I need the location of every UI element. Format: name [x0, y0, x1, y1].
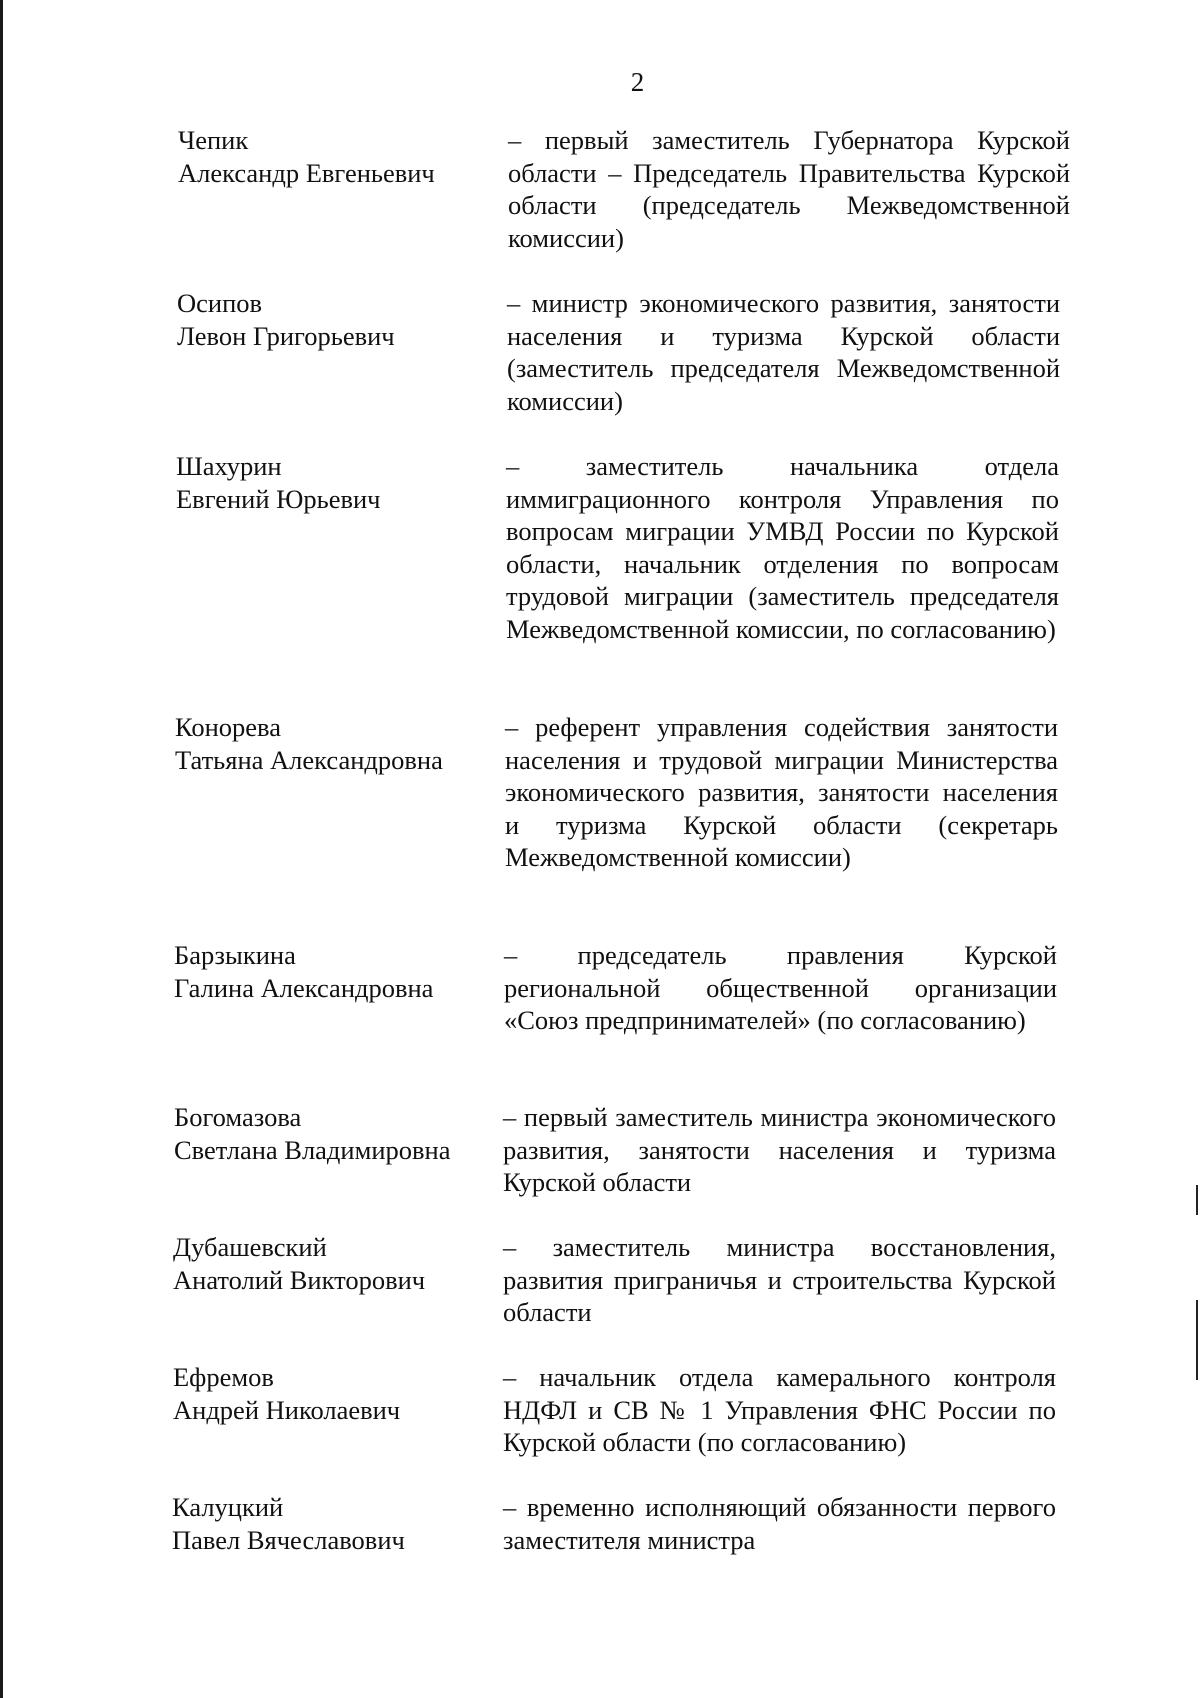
member-given-names: Анатолий Викторович: [173, 1264, 426, 1295]
member-name: [178, 124, 435, 189]
member-given-names: Левон Григорьевич: [177, 320, 395, 351]
scan-mark: [1196, 1300, 1198, 1380]
member-given-names: Андрей Николаевич: [173, 1394, 401, 1425]
member-name: [177, 287, 395, 352]
member-role: – референт управления содействия занятости населения и трудовой миграции Министерства экономического развития, занятости населения и туризма Курской области (секретарь Межведомственной комиссии): [505, 712, 1058, 872]
member-name: [172, 1491, 405, 1556]
member-name: [174, 939, 433, 1004]
member-role: – временно исполняющий обязанности первого заместителя министра: [503, 1492, 1056, 1555]
member-surname: Дубашевский: [173, 1232, 327, 1262]
member-given-names: Светлана Владимировна: [174, 1134, 451, 1165]
member-surname: Шахурин: [176, 451, 282, 481]
member-role: – заместитель начальника отдела иммиграционного контроля Управления по вопросам миграции УМВД России по Курской области, начальник отделения по вопросам трудовой миграции (заместитель председателя Межведомственной комиссии, по согласованию): [506, 451, 1059, 644]
member-given-names: Александр Евгеньевич: [178, 157, 435, 188]
page-number: 2: [630, 67, 645, 97]
member-surname: Барзыкина: [174, 940, 296, 970]
member-surname: Калуцкий: [172, 1492, 284, 1522]
member-surname: Осипов: [177, 288, 263, 318]
member-given-names: Татьяна Александровна: [175, 744, 443, 775]
member-name: [173, 1231, 425, 1296]
member-role: – первый заместитель министра экономического развития, занятости населения и туризма Курской области: [503, 1102, 1056, 1197]
member-name: [173, 1361, 400, 1426]
member-given-names: Галина Александровна: [174, 972, 434, 1003]
member-given-names: Павел Вячеславович: [172, 1524, 405, 1555]
member-given-names: Евгений Юрьевич: [176, 483, 381, 514]
member-name: [174, 1101, 451, 1166]
scan-mark: [1196, 1185, 1198, 1215]
member-role: – заместитель министра восстановления, развития приграничья и строительства Курской области: [503, 1232, 1056, 1327]
member-role: – начальник отдела камерального контроля НДФЛ и СВ № 1 Управления ФНС России по Курской области (по согласованию): [503, 1362, 1056, 1457]
member-surname: Конорева: [175, 712, 281, 742]
member-surname: Ефремов: [173, 1362, 274, 1392]
member-surname: Чепик: [178, 125, 249, 155]
member-name: [175, 711, 443, 776]
member-role: – министр экономического развития, занятости населения и туризма Курской области (заместитель председателя Межведомственной комиссии): [507, 288, 1060, 416]
member-role: – председатель правления Курской региональной общественной организации «Союз предпринимателей» (по согласованию): [504, 940, 1057, 1035]
member-role: – первый заместитель Губернатора Курской области – Председатель Правительства Курской области (председатель Межведомственной комиссии): [508, 125, 1070, 253]
scan-border-left: [0, 0, 3, 1698]
member-surname: Богомазова: [174, 1102, 302, 1132]
member-name: [176, 450, 381, 515]
